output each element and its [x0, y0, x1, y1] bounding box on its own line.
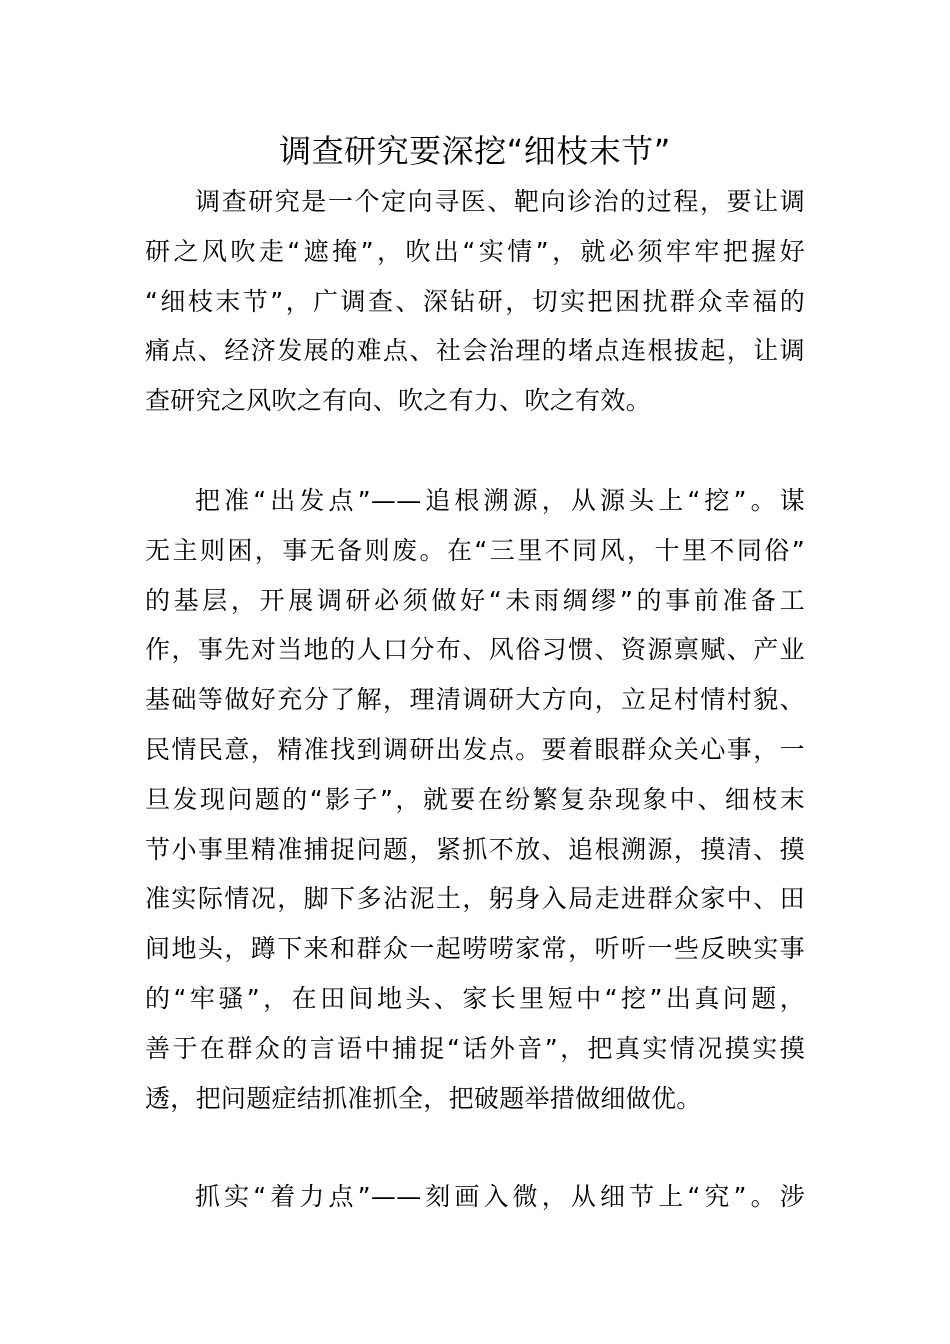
paragraph-line: 调查研究是一个定向寻医、靶向诊治的过程，要让调: [195, 187, 805, 216]
paragraph-line: “细枝末节”，广调查、深钻研，切实把困扰群众幸福的: [145, 286, 805, 316]
paragraph-line: 透，把问题症结抓准抓全，把破题举措做细做优。: [145, 1083, 702, 1113]
paragraph-line: 旦发现问题的“影子”，就要在纷繁复杂现象中、细枝末: [145, 784, 805, 814]
paragraph-line: 准实际情况，脚下多沾泥土，躬身入局走进群众家中、田: [145, 884, 805, 914]
paragraph-line: 善于在群众的言语中捕捉“话外音”，把真实情况摸实摸: [145, 1033, 805, 1063]
paragraph-line: 基础等做好充分了解，理清调研大方向，立足村情村貌、: [145, 685, 805, 715]
paragraph-line: 研之风吹走“遮掩”，吹出“实情”，就必须牢牢把握好: [145, 236, 805, 266]
paragraph-line: 抓实“着力点”——刻画入微，从细节上“究”。涉: [195, 1182, 805, 1211]
paragraph-line: 的基层，开展调研必须做好“未雨绸缪”的事前准备工: [145, 585, 805, 615]
document-title: 调查研究要深挖“细枝末节”: [279, 132, 671, 170]
paragraph-line: 把准“出发点”——追根溯源，从源头上“挖”。谋: [195, 486, 805, 515]
paragraph-line: 节小事里精准捕捉问题，紧抓不放、追根溯源，摸清、摸: [145, 834, 805, 864]
paragraph-line: 查研究之风吹之有向、吹之有力、吹之有效。: [145, 386, 652, 416]
paragraph-line: 间地头，蹲下来和群众一起唠唠家常，听听一些反映实事: [145, 934, 805, 964]
paragraph-line: 作，事先对当地的人口分布、风俗习惯、资源禀赋、产业: [145, 635, 805, 665]
paragraph-line: 的“牢骚”，在田间地头、家长里短中“挖”出真问题，: [145, 983, 805, 1013]
paragraph-line: 无主则困，事无备则废。在“三里不同风，十里不同俗”: [145, 535, 805, 565]
paragraph-line: 民情民意，精准找到调研出发点。要着眼群众关心事，一: [145, 734, 805, 764]
paragraph-1: [145, 177, 805, 426]
paragraph-3: [145, 1172, 805, 1222]
paragraph-line: 痛点、经济发展的难点、社会治理的堵点连根拔起，让调: [145, 336, 805, 366]
paragraph-2: [145, 476, 805, 1123]
